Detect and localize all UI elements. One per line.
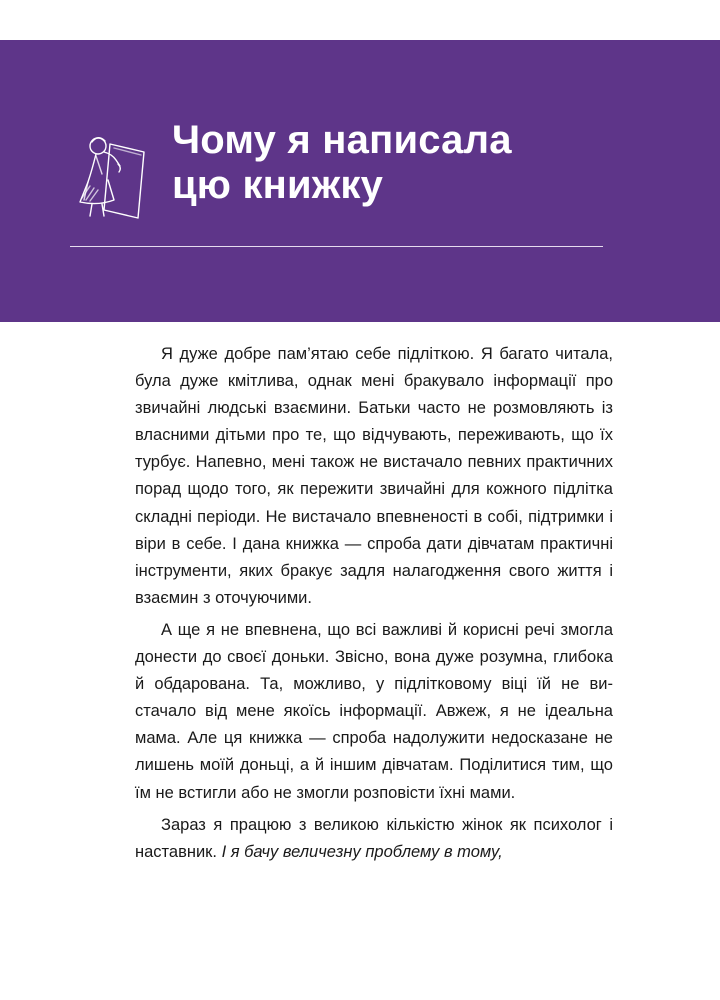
paragraph-1: Я дуже добре пам’ятаю себе підліткою. Я багато читала, була дуже кмітлива, однак мені бракувало інформації про звичайні людські взаємини. Батьки часто не розмовляють із власними дітьми про те, що відчувають, переживають, що їх турбує. Напевно, мені також не вистачало певних практичних порад щодо того, як пережити звичайні для кожного підлітка складні періоди. Не вистачало впевненості в собі, підтримки і віри в себе. І дана книжка — спроба дати дівчатам практичні інструменти, яких бракує задля налагодження свого життя і взаємин з оточуючими.: [135, 345, 613, 607]
chapter-body: [135, 341, 613, 871]
chapter-title-line-2: цю книжку: [172, 163, 384, 207]
header-divider: [70, 246, 603, 247]
chapter-title-line-1: Чому я написала: [172, 118, 512, 162]
paragraph-3: [135, 812, 613, 866]
paragraph-3-text: Зараз я працюю з великою кількістю жінок як психолог і наставник.: [135, 815, 613, 861]
chapter-title: [172, 118, 512, 208]
paragraph-3-italic: І я бачу величезну проблему в тому,: [221, 842, 503, 861]
paragraph-2: А ще я не впевнена, що всі важливі й корисні речі змогла донести до своєї доньки. Звісно, вона дуже розумна, глибока й обдарована. Та, можливо, у підлітковому віці їй не вистачало від мене якоїсь інформації. Авжеж, я не ідеальна мама. Але ця книжка — спроба надолужити недосказане не лишень моїй доньці, а й іншим дівчатам. Поділитися тим, що їм не встигли або не змогли розповісти їхні мами.: [135, 620, 613, 802]
girl-with-paper-icon: [74, 130, 154, 220]
